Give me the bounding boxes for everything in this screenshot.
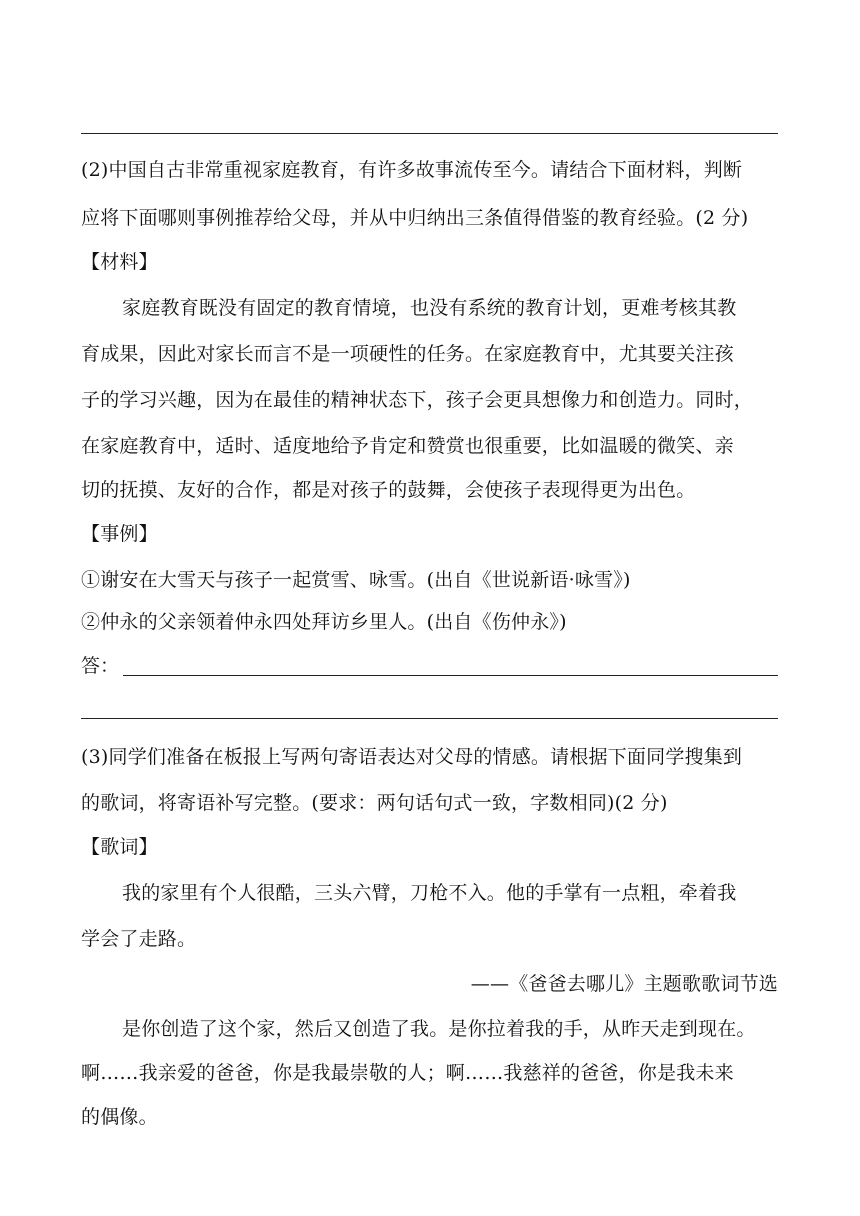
lyric1-line-1: 我的家里有个人很酷，三头六臂，刀枪不入。他的手掌有一点粗，牵着我 [122, 882, 737, 904]
examples-heading: 【事例】 [81, 523, 158, 545]
material-line-4: 在家庭教育中，适时、适度地给予肯定和赞赏也很重要，比如温暖的微笑、亲 [81, 435, 734, 457]
answer-label: 答： [81, 655, 120, 677]
section-divider-top [81, 133, 778, 134]
lyric1-source: ——《爸爸去哪儿》主题歌歌词节选 [470, 973, 778, 995]
lyric2-line-3: 的偶像。 [81, 1106, 158, 1128]
section-divider-middle [81, 718, 778, 719]
example-2: ②仲永的父亲领着仲永四处拜访乡里人。(出自《伤仲永》) [81, 611, 567, 633]
material-line-2: 育成果，因此对家长而言不是一项硬性的任务。在家庭教育中，尤其要关注孩 [81, 343, 734, 365]
q2-prompt-line-1: (2)中国自古非常重视家庭教育，有许多故事流传至今。请结合下面材料，判断 [81, 159, 743, 181]
lyric1-line-2: 学会了走路。 [81, 928, 197, 950]
lyrics-heading: 【歌词】 [81, 836, 158, 858]
q3-prompt-line-1: (3)同学们准备在板报上写两句寄语表达对父母的情感。请根据下面同学搜集到 [81, 746, 743, 768]
example-1: ①谢安在大雪天与孩子一起赏雪、咏雪。(出自《世说新语·咏雪》) [81, 569, 631, 591]
answer-blank-line[interactable] [123, 675, 778, 676]
q3-prompt-line-2: 的歌词，将寄语补写完整。(要求：两句话句式一致，字数相同)(2 分) [81, 792, 668, 814]
material-line-3: 子的学习兴趣，因为在最佳的精神状态下，孩子会更具想像力和创造力。同时， [81, 389, 754, 411]
material-line-1: 家庭教育既没有固定的教育情境，也没有系统的教育计划，更难考核其教 [122, 297, 737, 319]
q2-prompt-line-2: 应将下面哪则事例推荐给父母，并从中归纳出三条值得借鉴的教育经验。(2 分) [81, 207, 749, 229]
material-line-5: 切的抚摸、友好的合作，都是对孩子的鼓舞，会使孩子表现得更为出色。 [81, 479, 696, 501]
answer-row[interactable] [81, 654, 778, 678]
lyric2-line-2: 啊……我亲爱的爸爸，你是我最崇敬的人；啊……我慈祥的爸爸，你是我未来 [81, 1062, 734, 1084]
material-heading: 【材料】 [81, 251, 158, 273]
lyric2-line-1: 是你创造了这个家，然后又创造了我。是你拉着我的手，从昨天走到现在。 [122, 1018, 756, 1040]
